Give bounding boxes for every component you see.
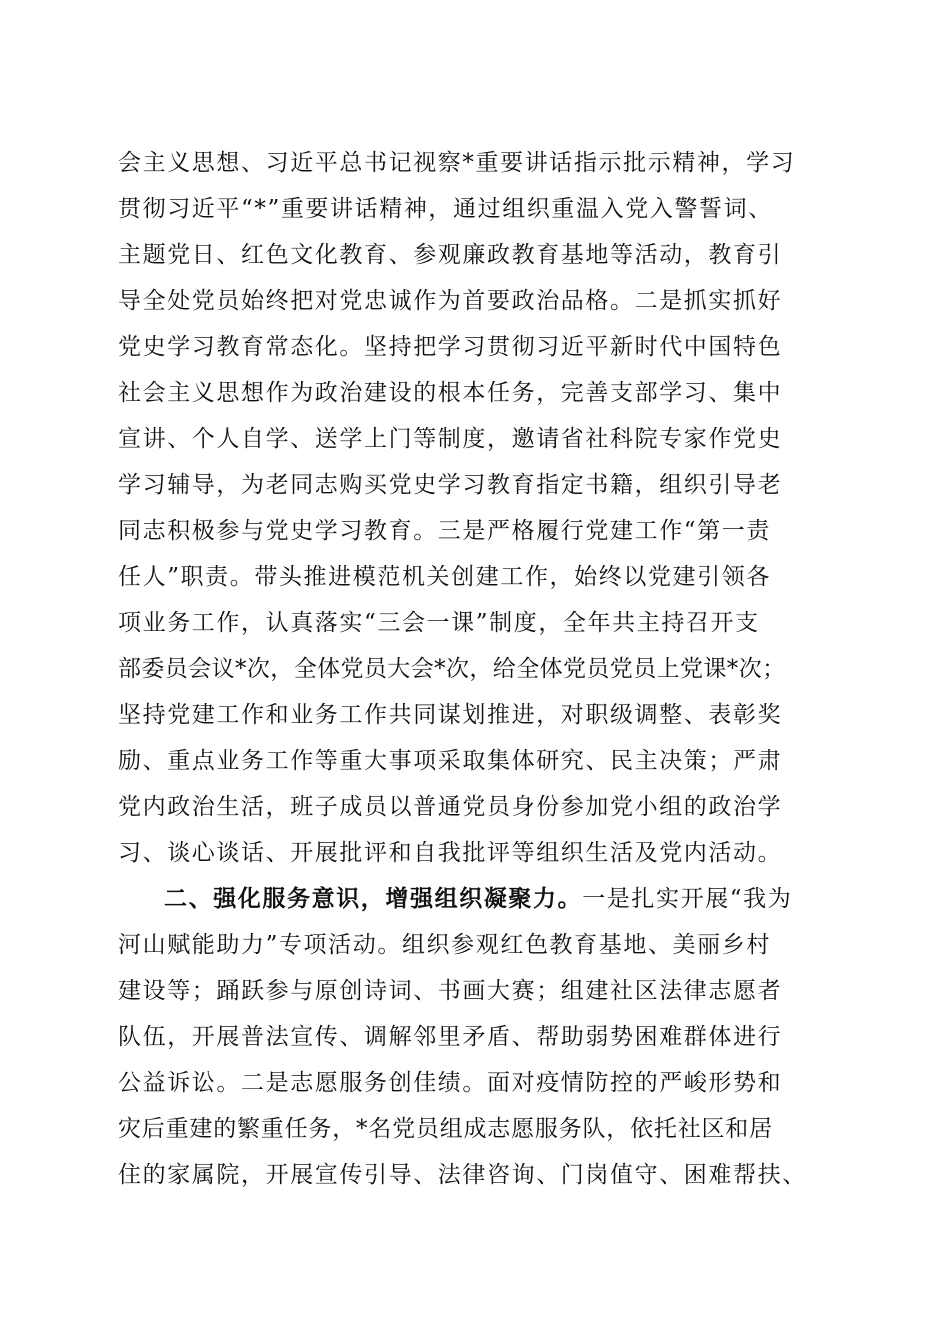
section-2-heading: 二、强化服务意识，增强组织凝聚力。 — [164, 886, 583, 912]
body-line-2: 贯彻习近平“*”重要讲话精神，通过组织重温入党入警誓词、 — [118, 196, 773, 222]
section-2-line-2: 河山赋能助力”专项活动。组织参观红色教育基地、美丽乡村 — [118, 932, 771, 958]
section-2-first-line — [118, 876, 838, 922]
body-line-11: 项业务工作，认真落实“三会一课”制度，全年共主持召开支 — [118, 610, 760, 636]
body-line-14: 励、重点业务工作等重大事项采取集体研究、民主决策；严肃 — [118, 748, 783, 774]
body-line-13: 坚持党建工作和业务工作共同谋划推进，对职级调整、表彰奖 — [118, 702, 783, 728]
section-2-line-6: 灾后重建的繁重任务，*名党员组成志愿服务队，依托社区和居 — [118, 1116, 773, 1142]
section-2-line-5: 公益诉讼。二是志愿服务创佳绩。面对疫情防控的严峻形势和 — [118, 1070, 783, 1096]
section-2-line-4: 队伍，开展普法宣传、调解邻里矛盾、帮助弱势困难群体进行 — [118, 1024, 783, 1050]
body-line-4: 导全处党员始终把对党忠诚作为首要政治品格。二是抓实抓好 — [118, 288, 783, 314]
body-line-15: 党内政治生活，班子成员以普通党员身份参加党小组的政治学 — [118, 794, 783, 820]
body-line-3: 主题党日、红色文化教育、参观廉政教育基地等活动，教育引 — [118, 242, 783, 268]
body-line-5: 党史学习教育常态化。坚持把学习贯彻习近平新时代中国特色 — [118, 334, 783, 360]
section-2-first-line-text: 一是扎实开展“我为 — [582, 886, 793, 912]
body-line-16: 习、谈心谈话、开展批评和自我批评等组织生活及党内活动。 — [118, 840, 783, 866]
document-body — [118, 140, 838, 1198]
section-2-line-3: 建设等；踊跃参与原创诗词、书画大赛；组建社区法律志愿者 — [118, 978, 783, 1004]
body-line-10: 任人”职责。带头推进模范机关创建工作，始终以党建引领各 — [118, 564, 771, 590]
body-line-6: 社会主义思想作为政治建设的根本任务，完善支部学习、集中 — [118, 380, 783, 406]
body-line-1: 会主义思想、习近平总书记视察*重要讲话指示批示精神，学习 — [118, 150, 796, 176]
body-line-8: 学习辅导，为老同志购买党史学习教育指定书籍，组织引导老 — [118, 472, 783, 498]
section-2-line-7: 住的家属院，开展宣传引导、法律咨询、门岗值守、困难帮扶、 — [118, 1162, 807, 1188]
body-line-12: 部委员会议*次，全体党员大会*次，给全体党员党员上党课*次； — [118, 656, 786, 682]
body-line-7: 宣讲、个人自学、送学上门等制度，邀请省社科院专家作党史 — [118, 426, 783, 452]
body-line-9: 同志积极参与党史学习教育。三是严格履行党建工作“第一责 — [118, 518, 771, 544]
